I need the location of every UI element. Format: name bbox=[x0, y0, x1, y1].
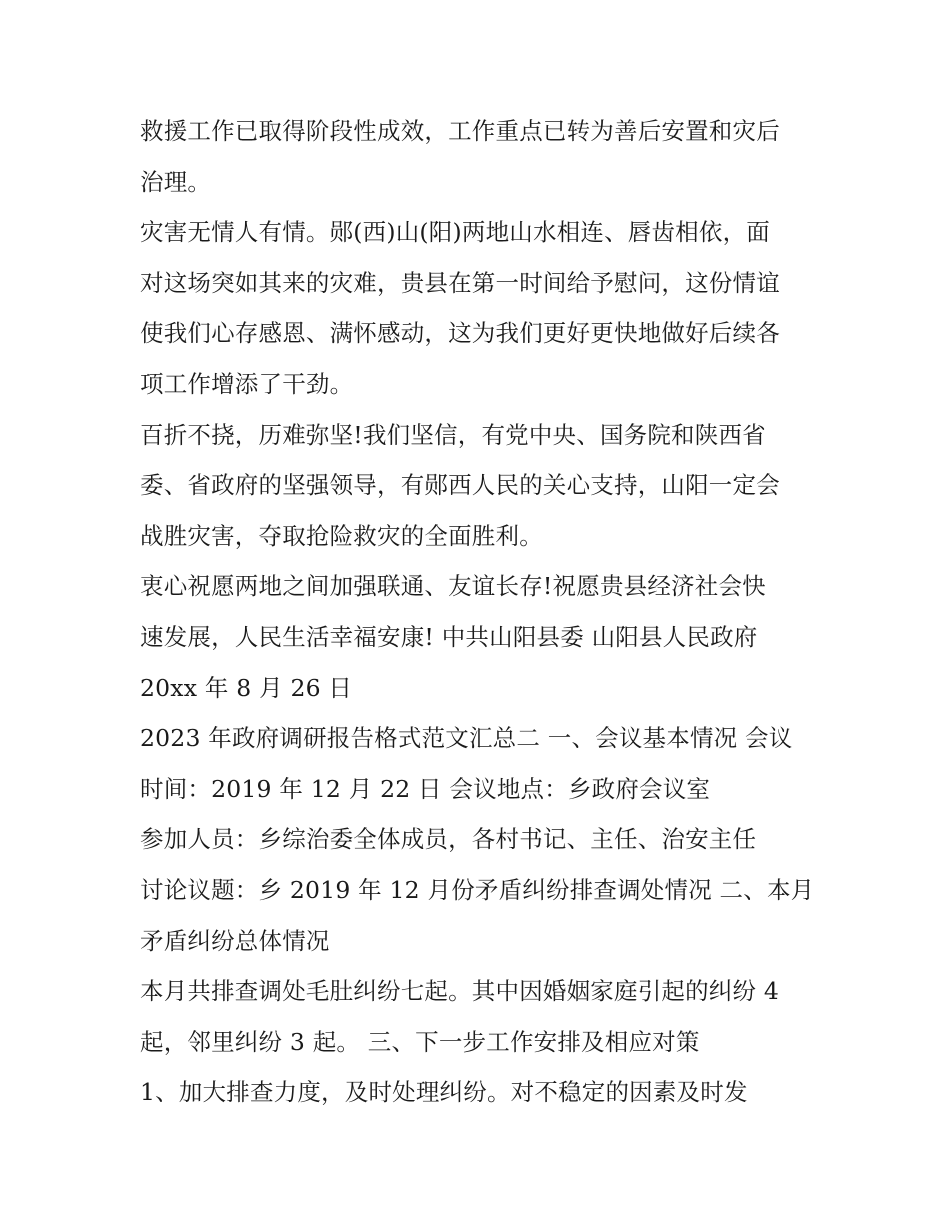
text-line: 讨论议题：乡 2019 年 12 月份矛盾纠纷排查调处情况 二、本月 bbox=[140, 875, 815, 904]
text-line: 项工作增添了干劲。 bbox=[140, 369, 354, 398]
text-line: 战胜灾害，夺取抢险救灾的全面胜利。 bbox=[140, 521, 543, 550]
text-line: 速发展，人民生活幸福安康! 中共山阳县委 山阳县人民政府 bbox=[140, 622, 758, 651]
text-line: 救援工作已取得阶段性成效，工作重点已转为善后安置和灾后 bbox=[140, 117, 780, 145]
text-line: 参加人员：乡综治委全体成员，各村书记、主任、治安主任 bbox=[140, 825, 757, 854]
text-line: 委、省政府的坚强领导，有郧西人民的关心支持，山阳一定会 bbox=[140, 471, 780, 500]
text-line: 1、加大排查力度，及时处理纠纷。对不稳定的因素及时发 bbox=[140, 1078, 748, 1107]
text-line: 矛盾纠纷总体情况 bbox=[140, 926, 330, 955]
text-line: 时间：2019 年 12 月 22 日 会议地点：乡政府会议室 bbox=[140, 774, 711, 803]
text-line: 治理。 bbox=[140, 167, 212, 196]
text-line: 衷心祝愿两地之间加强联通、友谊长存!祝愿贵县经济社会快 bbox=[140, 572, 766, 601]
document-body bbox=[140, 106, 820, 1118]
text-line: 百折不挠，历难弥坚!我们坚信，有党中央、国务院和陕西省 bbox=[140, 420, 766, 449]
text-line: 2023 年政府调研报告格式范文汇总二 一、会议基本情况 会议 bbox=[140, 724, 793, 753]
text-line: 对这场突如其来的灾难，贵县在第一时间给予慰问，这份情谊 bbox=[140, 268, 780, 297]
date-line: 20xx 年 8 月 26 日 bbox=[140, 673, 353, 702]
text-line: 灾害无情人有情。郧(西)山(阳)两地山水相连、唇齿相依，面 bbox=[140, 218, 770, 247]
text-line: 本月共排查调处毛肚纠纷七起。其中因婚姻家庭引起的纠纷 4 bbox=[140, 977, 780, 1006]
text-line: 使我们心存感恩、满怀感动，这为我们更好更快地做好后续各 bbox=[140, 319, 780, 348]
text-line: 起，邻里纠纷 3 起。 三、下一步工作安排及相应对策 bbox=[140, 1027, 700, 1056]
